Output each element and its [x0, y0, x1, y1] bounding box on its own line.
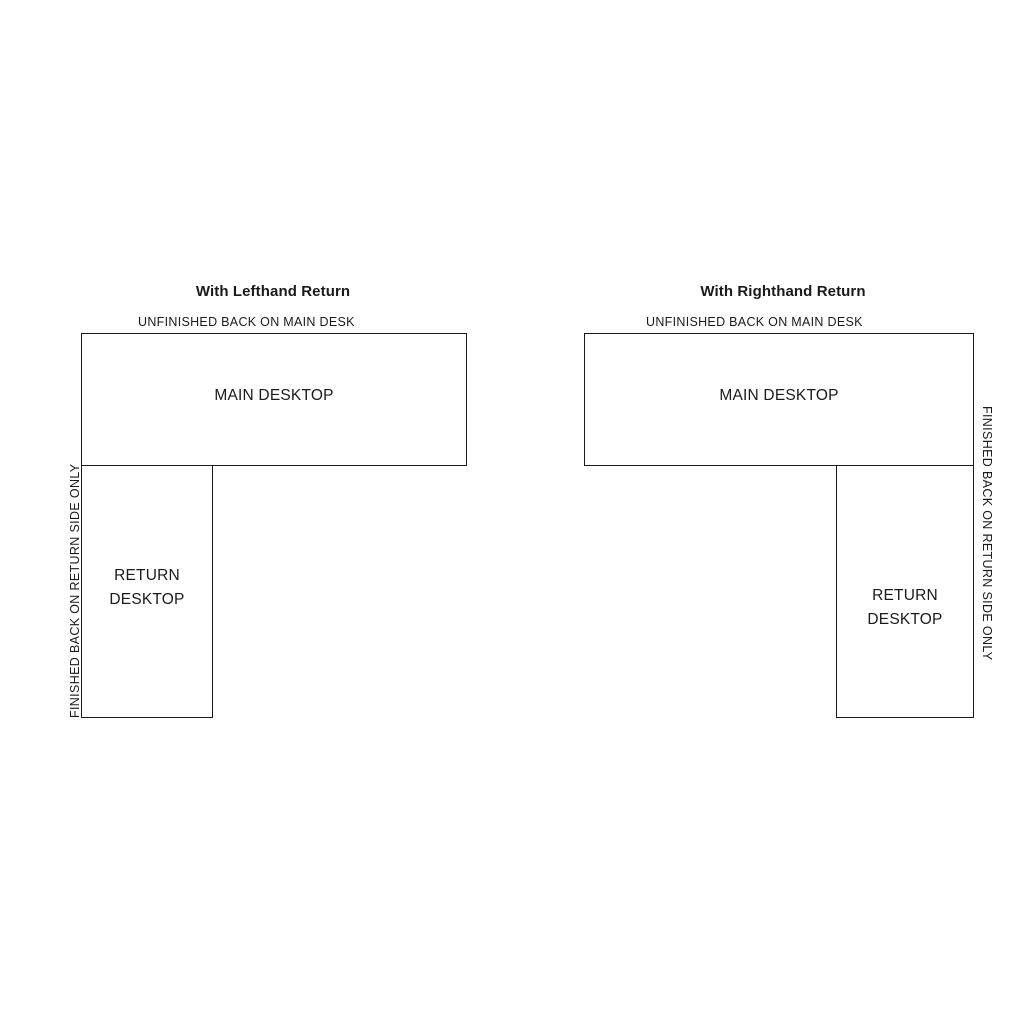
diagram-title-lefthand: With Lefthand Return — [195, 283, 351, 300]
return-desktop-label-line2: DESKTOP — [867, 611, 943, 629]
diagram-righthand-return — [507, 0, 1017, 1017]
main-desktop-shape-lefthand — [81, 333, 467, 466]
caption-finished-back-lefthand: FINISHED BACK ON RETURN SIDE ONLY — [68, 463, 82, 718]
return-desktop-shape-righthand — [836, 465, 974, 718]
diagram-title-righthand: With Righthand Return — [700, 283, 866, 300]
return-desktop-label-line1: RETURN — [114, 567, 180, 584]
return-desktop-label-line1: RETURN — [872, 587, 938, 604]
caption-finished-back-righthand: FINISHED BACK ON RETURN SIDE ONLY — [980, 406, 994, 661]
return-desktop-label-lefthand — [82, 564, 212, 612]
return-desktop-label-line2: DESKTOP — [109, 591, 185, 609]
caption-unfinished-back-lefthand: UNFINISHED BACK ON MAIN DESK — [138, 315, 355, 329]
return-desktop-label-righthand — [837, 584, 973, 632]
caption-unfinished-back-righthand: UNFINISHED BACK ON MAIN DESK — [646, 315, 863, 329]
main-desktop-label-lefthand: MAIN DESKTOP — [214, 387, 334, 404]
main-desktop-shape-righthand — [584, 333, 974, 466]
main-desktop-label-righthand: MAIN DESKTOP — [719, 387, 839, 404]
return-desktop-shape-lefthand — [81, 465, 213, 718]
